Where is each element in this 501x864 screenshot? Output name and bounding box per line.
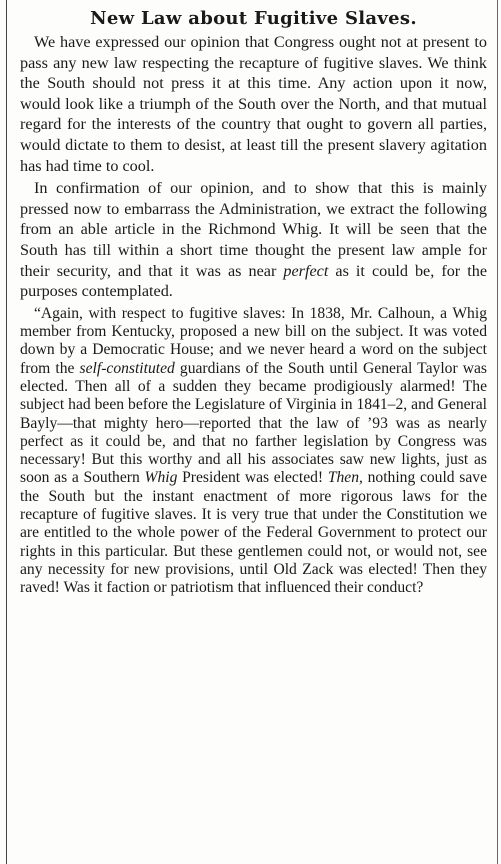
paragraph-3-quotation [20, 305, 487, 598]
paragraph-2-emphasis: perfect [283, 261, 329, 280]
paragraph-3-text-d: nothing could save the South but the instant enactment of more rigorous laws for the recapture of fugitive slaves. It is very true that under the Constitution we are entitled to the whole power of the Federal Government to protect our rights in this particular. But these gentlemen could not, or would not, see any necessity for new provisions, until Old Zack was elected! Then they raved! Was it faction or patriotism that influenced their conduct? [20, 469, 487, 597]
column-rule-right [497, 0, 498, 864]
paragraph-3-text-a: “Again, with respect to fugitive slaves: In 1838, Mr. Calhoun, a Whig member from Kentucky, proposed a new bill on the subject. It was voted down by a Democratic House; and we never heard a word on the subject from the [20, 304, 487, 377]
paragraph-3-text-b: guardians of the South until General Taylor was elected. Then all of a sudden they became prodigiously alarmed! The subject had been before the Legislature of Virginia in 1841–2, and General Bayly—that mighty hero—reported that the law of ’93 was as nearly perfect as it could be, and that no farther legislation by Congress was necessary! But this worthy and all his associates saw new lights, just as soon as a Southern [20, 359, 487, 487]
paragraph-3-emphasis-3: Then, [327, 469, 363, 487]
paragraph-3-emphasis-2: Whig [144, 469, 178, 487]
paragraph-2-text-b: as it could be, for the purposes contemplated. [20, 261, 488, 301]
paragraph-1-text: We have expressed our opinion that Congress ought not at present to pass any new law respecting the recapture of fugitive slaves. We think the South should not press it at this time. Any action upon it now, would look like a triumph of the South over the North, and that mutual regard for the interests of the country that ought to govern all parties, would dictate to them to desist, at least till the present slavery agitation has had time to cool. [20, 33, 487, 175]
paragraph-3-emphasis-1: self-constituted [79, 359, 175, 377]
article-headline: New Law about Fugitive Slaves. [90, 8, 417, 29]
paragraph-3-text-c: President was elected! [177, 469, 328, 487]
paragraph-1 [20, 32, 487, 176]
column-rule-left [6, 0, 7, 864]
paragraph-2 [20, 178, 487, 302]
paragraph-2-text-a: In confirmation of our opinion, and to show that this is mainly pressed now to embarrass the Administration, we extract the following from an able article in the Richmond Whig. It will be seen that the South has till within a short time thought the present law ample for their security, and that it was as near [20, 179, 487, 280]
